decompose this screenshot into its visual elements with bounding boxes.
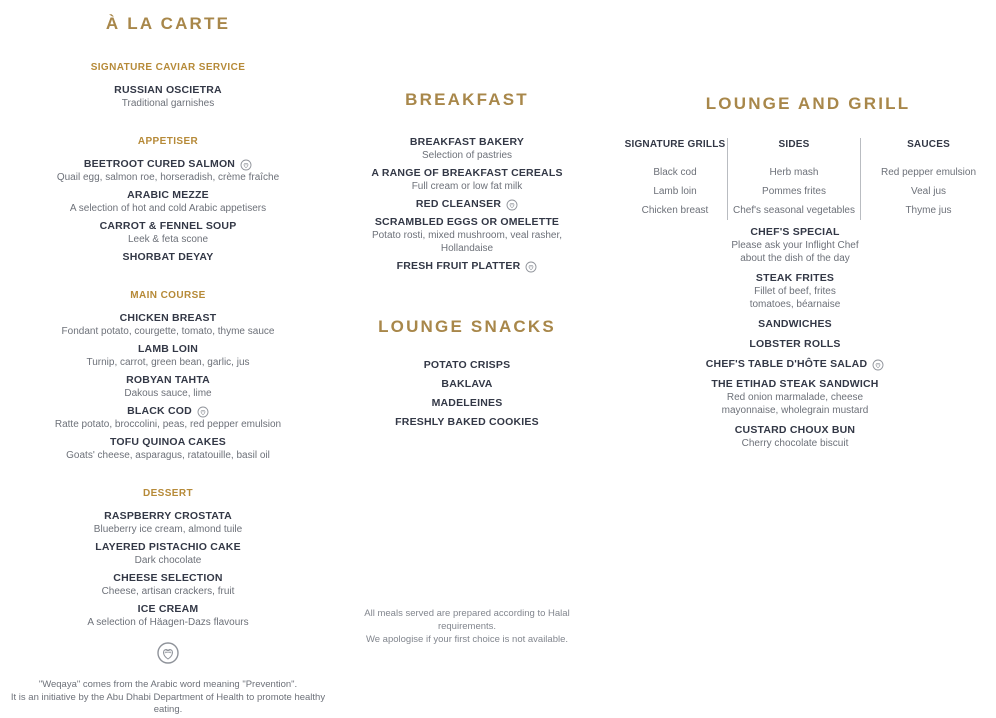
menu-item-desc: Cheese, artisan crackers, fruit — [101, 586, 235, 597]
menu-item — [347, 136, 587, 162]
menu-item — [625, 226, 965, 265]
menu-item — [347, 216, 587, 255]
column-title-breakfast: BREAKFAST — [405, 90, 529, 109]
halal-note-line2: We apologise if your first choice is not available. — [365, 634, 569, 645]
menu-item-name: CHEF'S SPECIAL — [750, 226, 840, 238]
section-dessert — [0, 488, 336, 629]
menu-item-desc: tomatoes, béarnaise — [749, 299, 841, 310]
menu-item-desc: Fillet of beef, frites — [754, 286, 836, 297]
grill-item: Red pepper emulsion — [880, 167, 977, 178]
section-header: APPETISER — [137, 136, 199, 147]
grill-column-signature-grills — [623, 138, 727, 220]
menu-item-desc: Potato rosti, mixed mushroom, veal rasher, Hollandaise — [371, 230, 563, 254]
menu-item-name: LOBSTER ROLLS — [749, 338, 841, 350]
menu-item-name: CUSTARD CHOUX BUN — [734, 424, 856, 436]
column-breakfast — [347, 0, 587, 435]
menu-item-name: MADELEINES — [431, 397, 503, 409]
menu-item — [625, 378, 965, 417]
menu-item-name: ICE CREAM — [137, 603, 199, 615]
grill-table — [623, 138, 996, 220]
menu-item-name: FRESH FRUIT PLATTER — [347, 260, 587, 273]
grill-item: Chicken breast — [641, 205, 709, 216]
weqaya-footnote-line1: "Weqaya" comes from the Arabic word meaning "Prevention". — [38, 679, 298, 690]
menu-item-name: A RANGE OF BREAKFAST CEREALS — [371, 167, 563, 179]
menu-item-desc: Dakous sauce, lime — [124, 388, 212, 399]
menu-item-name: CHEESE SELECTION — [113, 572, 223, 584]
grill-item: Black cod — [653, 167, 697, 178]
menu-item-desc: Goats' cheese, asparagus, ratatouille, basil oil — [66, 450, 270, 461]
menu-item-desc: Blueberry ice cream, almond tuile — [93, 524, 243, 535]
column-title-lounge-and-grill: LOUNGE AND GRILL — [705, 94, 911, 113]
menu-item-desc: Red onion marmalade, cheese — [726, 392, 864, 403]
menu-item-name: BEETROOT CURED SALMON — [0, 158, 336, 171]
weqaya-icon — [197, 406, 209, 418]
grill-column-sauces — [861, 138, 996, 220]
grill-column-header: SIDES — [778, 139, 810, 150]
menu-item-name: FRESHLY BAKED COOKIES — [395, 416, 539, 428]
column-title-a-la-carte: À LA CARTE — [105, 14, 231, 33]
menu-item-desc: Selection of pastries — [421, 150, 513, 161]
weqaya-logo-icon — [156, 641, 180, 665]
menu-item-name: LAYERED PISTACHIO CAKE — [95, 541, 241, 553]
menu-item-name: SHORBAT DEYAY — [122, 251, 214, 263]
menu-item-desc: Full cream or low fat milk — [411, 181, 523, 192]
menu-item-desc: Fondant potato, courgette, tomato, thyme sauce — [61, 326, 275, 337]
lounge-snacks-items — [347, 359, 587, 429]
menu-item-desc: Dark chocolate — [134, 555, 202, 566]
menu-item-name: BREAKFAST BAKERY — [409, 136, 525, 148]
column-title-lounge-snacks: LOUNGE SNACKS — [378, 317, 556, 336]
menu-item — [0, 158, 336, 184]
menu-item — [625, 338, 965, 351]
menu-item-desc: A selection of hot and cold Arabic appetisers — [69, 203, 267, 214]
weqaya-icon — [525, 261, 537, 273]
menu-item-name: RUSSIAN OSCIETRA — [114, 84, 222, 96]
grill-item: Pommes frites — [762, 186, 826, 197]
menu-item-name: SANDWICHES — [758, 318, 832, 330]
menu-item-name: TOFU QUINOA CAKES — [110, 436, 226, 448]
column-a-la-carte — [0, 0, 336, 634]
menu-item — [0, 251, 336, 264]
section-signature-caviar — [0, 62, 336, 110]
menu-item-name: ARABIC MEZZE — [127, 189, 209, 201]
menu-item-desc: A selection of Häagen-Dazs flavours — [87, 617, 249, 628]
grill-column-sides — [727, 138, 861, 220]
section-main-course — [0, 290, 336, 462]
section-header: MAIN COURSE — [130, 290, 206, 301]
grill-item: Herb mash — [769, 167, 819, 178]
menu-item — [625, 358, 965, 371]
menu-item — [0, 572, 336, 598]
menu-item-name: BAKLAVA — [441, 378, 493, 390]
menu-item — [625, 424, 965, 450]
menu-item-name: BLACK COD — [0, 405, 336, 418]
menu-item-name: ROBYAN TAHTA — [126, 374, 210, 386]
menu-item-desc: Please ask your Inflight Chef — [731, 240, 859, 251]
menu-item-name: POTATO CRISPS — [423, 359, 511, 371]
menu-item — [0, 510, 336, 536]
menu-item-desc: Quail egg, salmon roe, horseradish, crème fraîche — [56, 172, 280, 183]
grill-column-header: SAUCES — [907, 139, 950, 150]
halal-note — [347, 607, 587, 646]
weqaya-icon — [872, 359, 884, 371]
menu-item — [347, 198, 587, 211]
menu-item-name: THE ETIHAD STEAK SANDWICH — [711, 378, 879, 390]
menu-item — [625, 272, 965, 311]
grill-item: Veal jus — [910, 186, 947, 197]
section-header: SIGNATURE CAVIAR SERVICE — [90, 62, 246, 73]
menu-item — [0, 189, 336, 215]
menu-item — [0, 84, 336, 110]
menu-item-name: CHEF'S TABLE D'HÔTE SALAD — [625, 358, 965, 371]
menu-item-name: RED CLEANSER — [347, 198, 587, 211]
halal-note-line1: All meals served are prepared according to Halal requirements. — [364, 608, 570, 632]
section-appetiser — [0, 136, 336, 264]
grill-item: Chef's seasonal vegetables — [733, 205, 855, 216]
menu-item-desc: Turnip, carrot, green bean, garlic, jus — [86, 357, 250, 368]
menu-item-desc: about the dish of the day — [740, 253, 850, 264]
menu-item — [0, 436, 336, 462]
menu-item — [0, 343, 336, 369]
grill-item: Lamb loin — [653, 186, 697, 197]
menu-item-name: LAMB LOIN — [137, 343, 199, 355]
menu-item — [0, 220, 336, 246]
weqaya-footnote — [0, 641, 336, 717]
menu-item-name: CHICKEN BREAST — [119, 312, 217, 324]
menu-item-desc: Ratte potato, broccolini, peas, red pepper emulsion — [54, 419, 282, 430]
menu-item-desc: Cherry chocolate biscuit — [741, 438, 849, 449]
weqaya-icon — [240, 159, 252, 171]
weqaya-footnote-line2: It is an initiative by the Abu Dhabi Department of Health to promote healthy eating. — [10, 691, 326, 715]
menu-item — [0, 405, 336, 431]
menu-item-name: SCRAMBLED EGGS OR OMELETTE — [374, 216, 560, 228]
menu-item — [0, 603, 336, 629]
menu-item — [347, 167, 587, 193]
menu-item-desc: Leek & feta scone — [127, 234, 209, 245]
grill-column-header: SIGNATURE GRILLS — [624, 139, 726, 150]
menu-item-desc: Traditional garnishes — [121, 98, 215, 109]
section-header: DESSERT — [142, 488, 194, 499]
menu-item-desc: mayonnaise, wholegrain mustard — [721, 405, 869, 416]
grill-item: Thyme jus — [905, 205, 952, 216]
weqaya-icon — [506, 199, 518, 211]
column-lounge-and-grill — [620, 0, 996, 220]
menu-item — [0, 312, 336, 338]
menu-item — [0, 541, 336, 567]
menu-item — [0, 374, 336, 400]
menu-item-name: STEAK FRITES — [755, 272, 835, 284]
grill-specials-list — [625, 226, 965, 457]
menu-item — [347, 260, 587, 273]
menu-item-name: CARROT & FENNEL SOUP — [99, 220, 237, 232]
menu-item — [625, 318, 965, 331]
breakfast-items — [347, 136, 587, 273]
menu-item-name: RASPBERRY CROSTATA — [104, 510, 232, 522]
